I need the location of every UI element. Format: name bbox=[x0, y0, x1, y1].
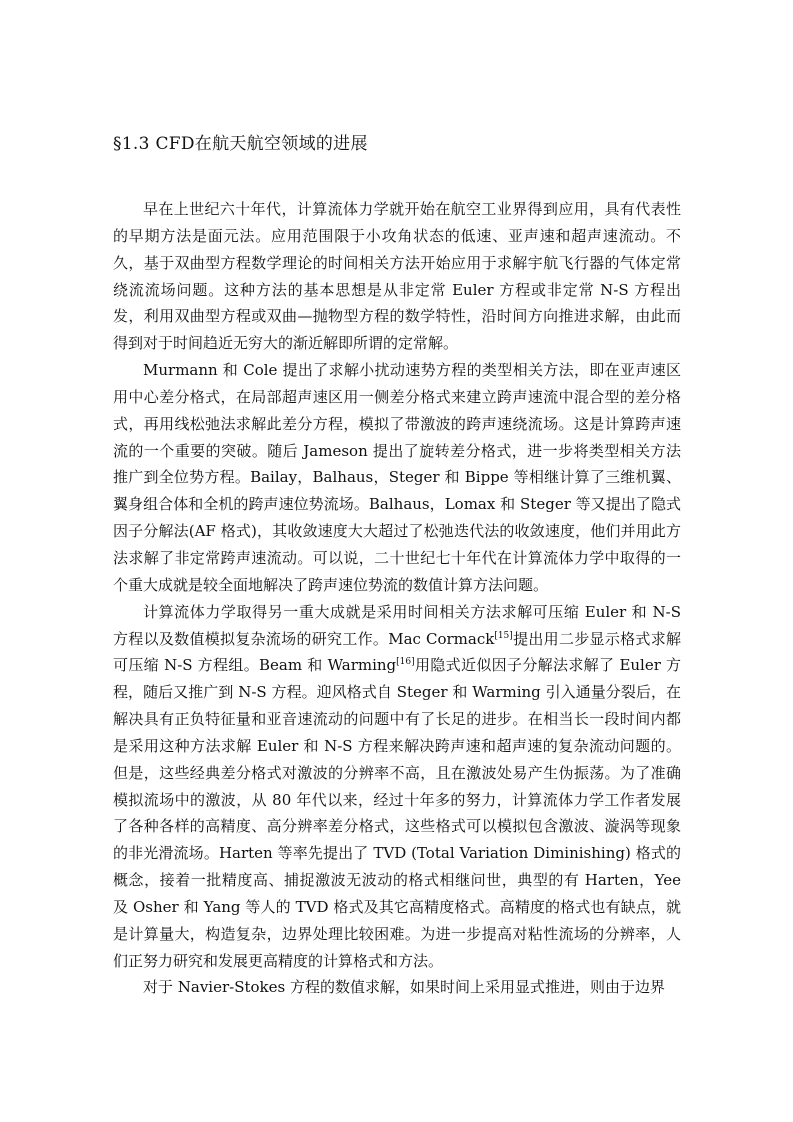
paragraph-euler-ns-methods bbox=[113, 599, 681, 975]
paragraph-text: 计算流体力学取得另一重大成就是采用时间相关方法求解可压缩 Euler 和 N-S 方程以及数值模拟复杂流场的研究工作。Mac Cormack bbox=[113, 602, 681, 648]
citation-ref: [15] bbox=[494, 630, 513, 641]
paragraph-text: 对于 Navier-Stokes 方程的数值求解，如果时间上采用显式推进，则由于边界 bbox=[143, 978, 665, 997]
paragraph-text: 提出用二步显示格式求解可压缩 N-S 方程组。Beam 和 Warming bbox=[113, 629, 681, 675]
paragraph-text: Murmann 和 Cole 提出了求解小扰动速势方程的类型相关方法，即在亚声速区用中心差分格式，在局部超声速区用一侧差分格式来建立跨声速流中混合型的差分格式，再用线松弛法求解此差分方程，模拟了带激波的跨声速绕流场。这是计算跨声速流的一个重要的突破。随后 Jameson 提出了旋转差分格式，进一步将类型相关方法推广到全位势方程。Bailay，Balhaus，Steger 和 Bippe 等相继计算了三维机翼、翼身组合体和全机的跨声速位势流场。Balhaus，Lomax 和 Steger 等又提出了隐式因子分解法(AF 格式)，其收敛速度大大超过了松弛迭代法的收敛速度，他们并用此方法求解了非定常跨声速流动。可以说，二十世纪七十年代在计算流体力学中取得的一个重大成就是较全面地解决了跨声速位势流的数值计算方法问题。 bbox=[113, 361, 681, 594]
paragraph-navier-stokes bbox=[113, 974, 681, 1001]
body-text bbox=[113, 196, 681, 1001]
paragraph-text: 用隐式近似因子分解法求解了 Euler 方程，随后又推广到 N-S 方程。迎风格式自 Steger 和 Warming 引入通量分裂后，在解决具有正负特征量和亚音速流动的问题中有了长足的进步。在相当长一段时间内都是采用这种方法求解 Euler 和 N-S 方程来解决跨声速和超声速的复杂流动问题的。但是，这些经典差分格式对激波的分辨率不高，且在激波处易产生伪振荡。为了准确模拟流场中的激波，从 80 年代以来，经过十年多的努力，计算流体力学工作者发展了各种各样的高精度、高分辨率差分格式，这些格式可以模拟包含激波、漩涡等现象的非光滑流场。Harten 等率先提出了 TVD (Total Variation Diminishing) 格式的概念，接着一批精度高、捕捉激波无波动的格式相继问世，典型的有 Harten，Yee 及 Osher 和 Yang 等人的 TVD 格式及其它高精度格式。高精度的格式也有缺点，就是计算量大，构造复杂，边界处理比较困难。为进一步提高对粘性流场的分辨率，人们正努力研究和发展更高精度的计算格式和方法。 bbox=[113, 656, 681, 970]
paragraph-early-history bbox=[113, 196, 681, 357]
paragraph-text: 早在上世纪六十年代，计算流体力学就开始在航空工业界得到应用，具有代表性的早期方法是面元法。应用范围限于小攻角状态的低速、亚声速和超声速流动。不久，基于双曲型方程数学理论的时间相关方法开始应用于求解宇航飞行器的气体定常绕流流场问题。这种方法的基本思想是从非定常 Euler 方程或非定常 N-S 方程出发，利用双曲型方程或双曲—抛物型方程的数学特性，沿时间方向推进求解，由此而得到对于时间趋近无穷大的渐近解即所谓的定常解。 bbox=[113, 200, 681, 353]
section-heading: §1.3 CFD在航天航空领域的进展 bbox=[113, 134, 368, 154]
citation-ref: [16] bbox=[396, 657, 415, 668]
paragraph-transonic-methods bbox=[113, 357, 681, 599]
